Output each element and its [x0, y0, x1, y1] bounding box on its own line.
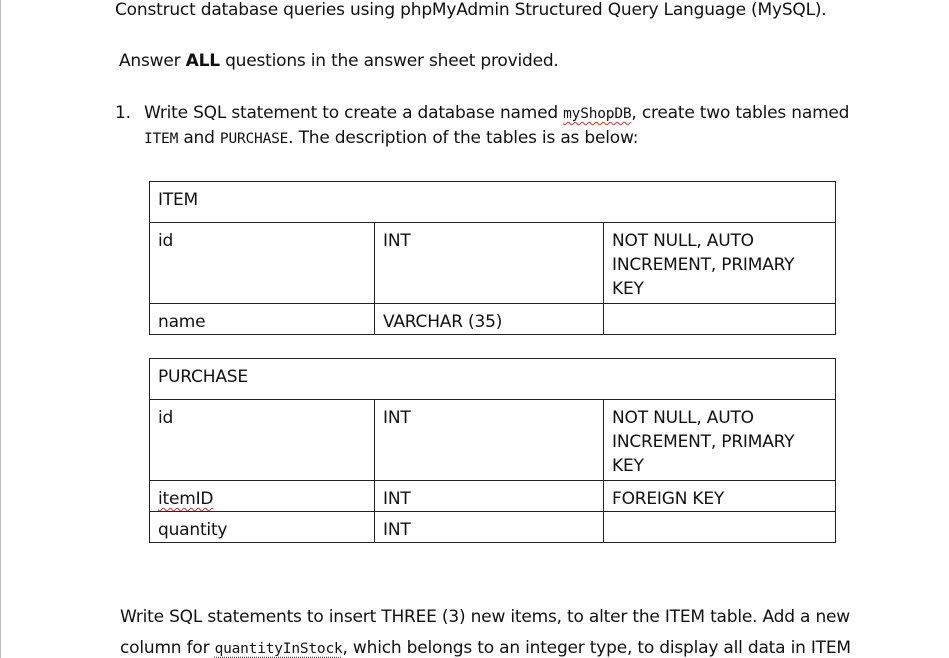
item-table-title: ITEM: [150, 182, 836, 223]
table-row: [150, 481, 836, 512]
paragraph2-text-a: column for: [120, 638, 215, 658]
type-cell: INT: [375, 223, 604, 304]
question1-text-a: Write SQL statement to create a database named: [144, 103, 564, 123]
constraint-cell: FOREIGN KEY: [604, 481, 836, 512]
instruction-line: [119, 51, 559, 71]
field-cell: name: [150, 304, 375, 335]
question1-text-c: and: [178, 128, 220, 148]
intro-line: Construct database queries using phpMyAdmin Structured Query Language (MySQL).: [115, 0, 827, 20]
instruction-prefix: Answer: [119, 51, 186, 71]
table-row: [150, 304, 836, 335]
type-cell: INT: [375, 512, 604, 543]
field-cell: quantity: [150, 512, 375, 543]
purchase-table: [149, 358, 836, 543]
paragraph2-line1: Write SQL statements to insert THREE (3) new items, to alter the ITEM table. Add a new: [120, 607, 851, 627]
constraint-cell: [604, 512, 836, 543]
db-name: myShopDB: [563, 106, 632, 122]
question-number: 1.: [115, 103, 131, 123]
question1-line1: [144, 103, 850, 123]
table-row: [150, 400, 836, 481]
table1-name: ITEM: [144, 131, 179, 147]
constraint-cell: NOT NULL, AUTO INCREMENT, PRIMARY KEY: [604, 400, 836, 481]
type-cell: INT: [375, 400, 604, 481]
question1-line2: [144, 128, 638, 148]
page-left-border: [0, 0, 1, 658]
column-name: quantityInStock: [214, 641, 343, 657]
field-cell: itemID: [150, 481, 375, 512]
paragraph2-line2: [120, 638, 851, 658]
instruction-bold: ALL: [185, 51, 220, 71]
constraint-cell: NOT NULL, AUTO INCREMENT, PRIMARY KEY: [604, 223, 836, 304]
purchase-table-title: PURCHASE: [150, 359, 836, 400]
item-table: [149, 181, 836, 335]
type-cell: VARCHAR (35): [375, 304, 604, 335]
field-cell: id: [150, 400, 375, 481]
type-cell: INT: [375, 481, 604, 512]
table2-name: PURCHASE: [219, 131, 289, 147]
table-row: [150, 223, 836, 304]
table-row: [150, 512, 836, 543]
question1-text-b: , create two tables named: [631, 103, 850, 123]
field-cell: id: [150, 223, 375, 304]
constraint-cell: [604, 304, 836, 335]
paragraph2-text-b: , which belongs to an integer type, to display all data in ITEM: [342, 638, 851, 658]
instruction-suffix: questions in the answer sheet provided.: [219, 51, 559, 71]
question1-text-d: . The description of the tables is as below:: [288, 128, 639, 148]
